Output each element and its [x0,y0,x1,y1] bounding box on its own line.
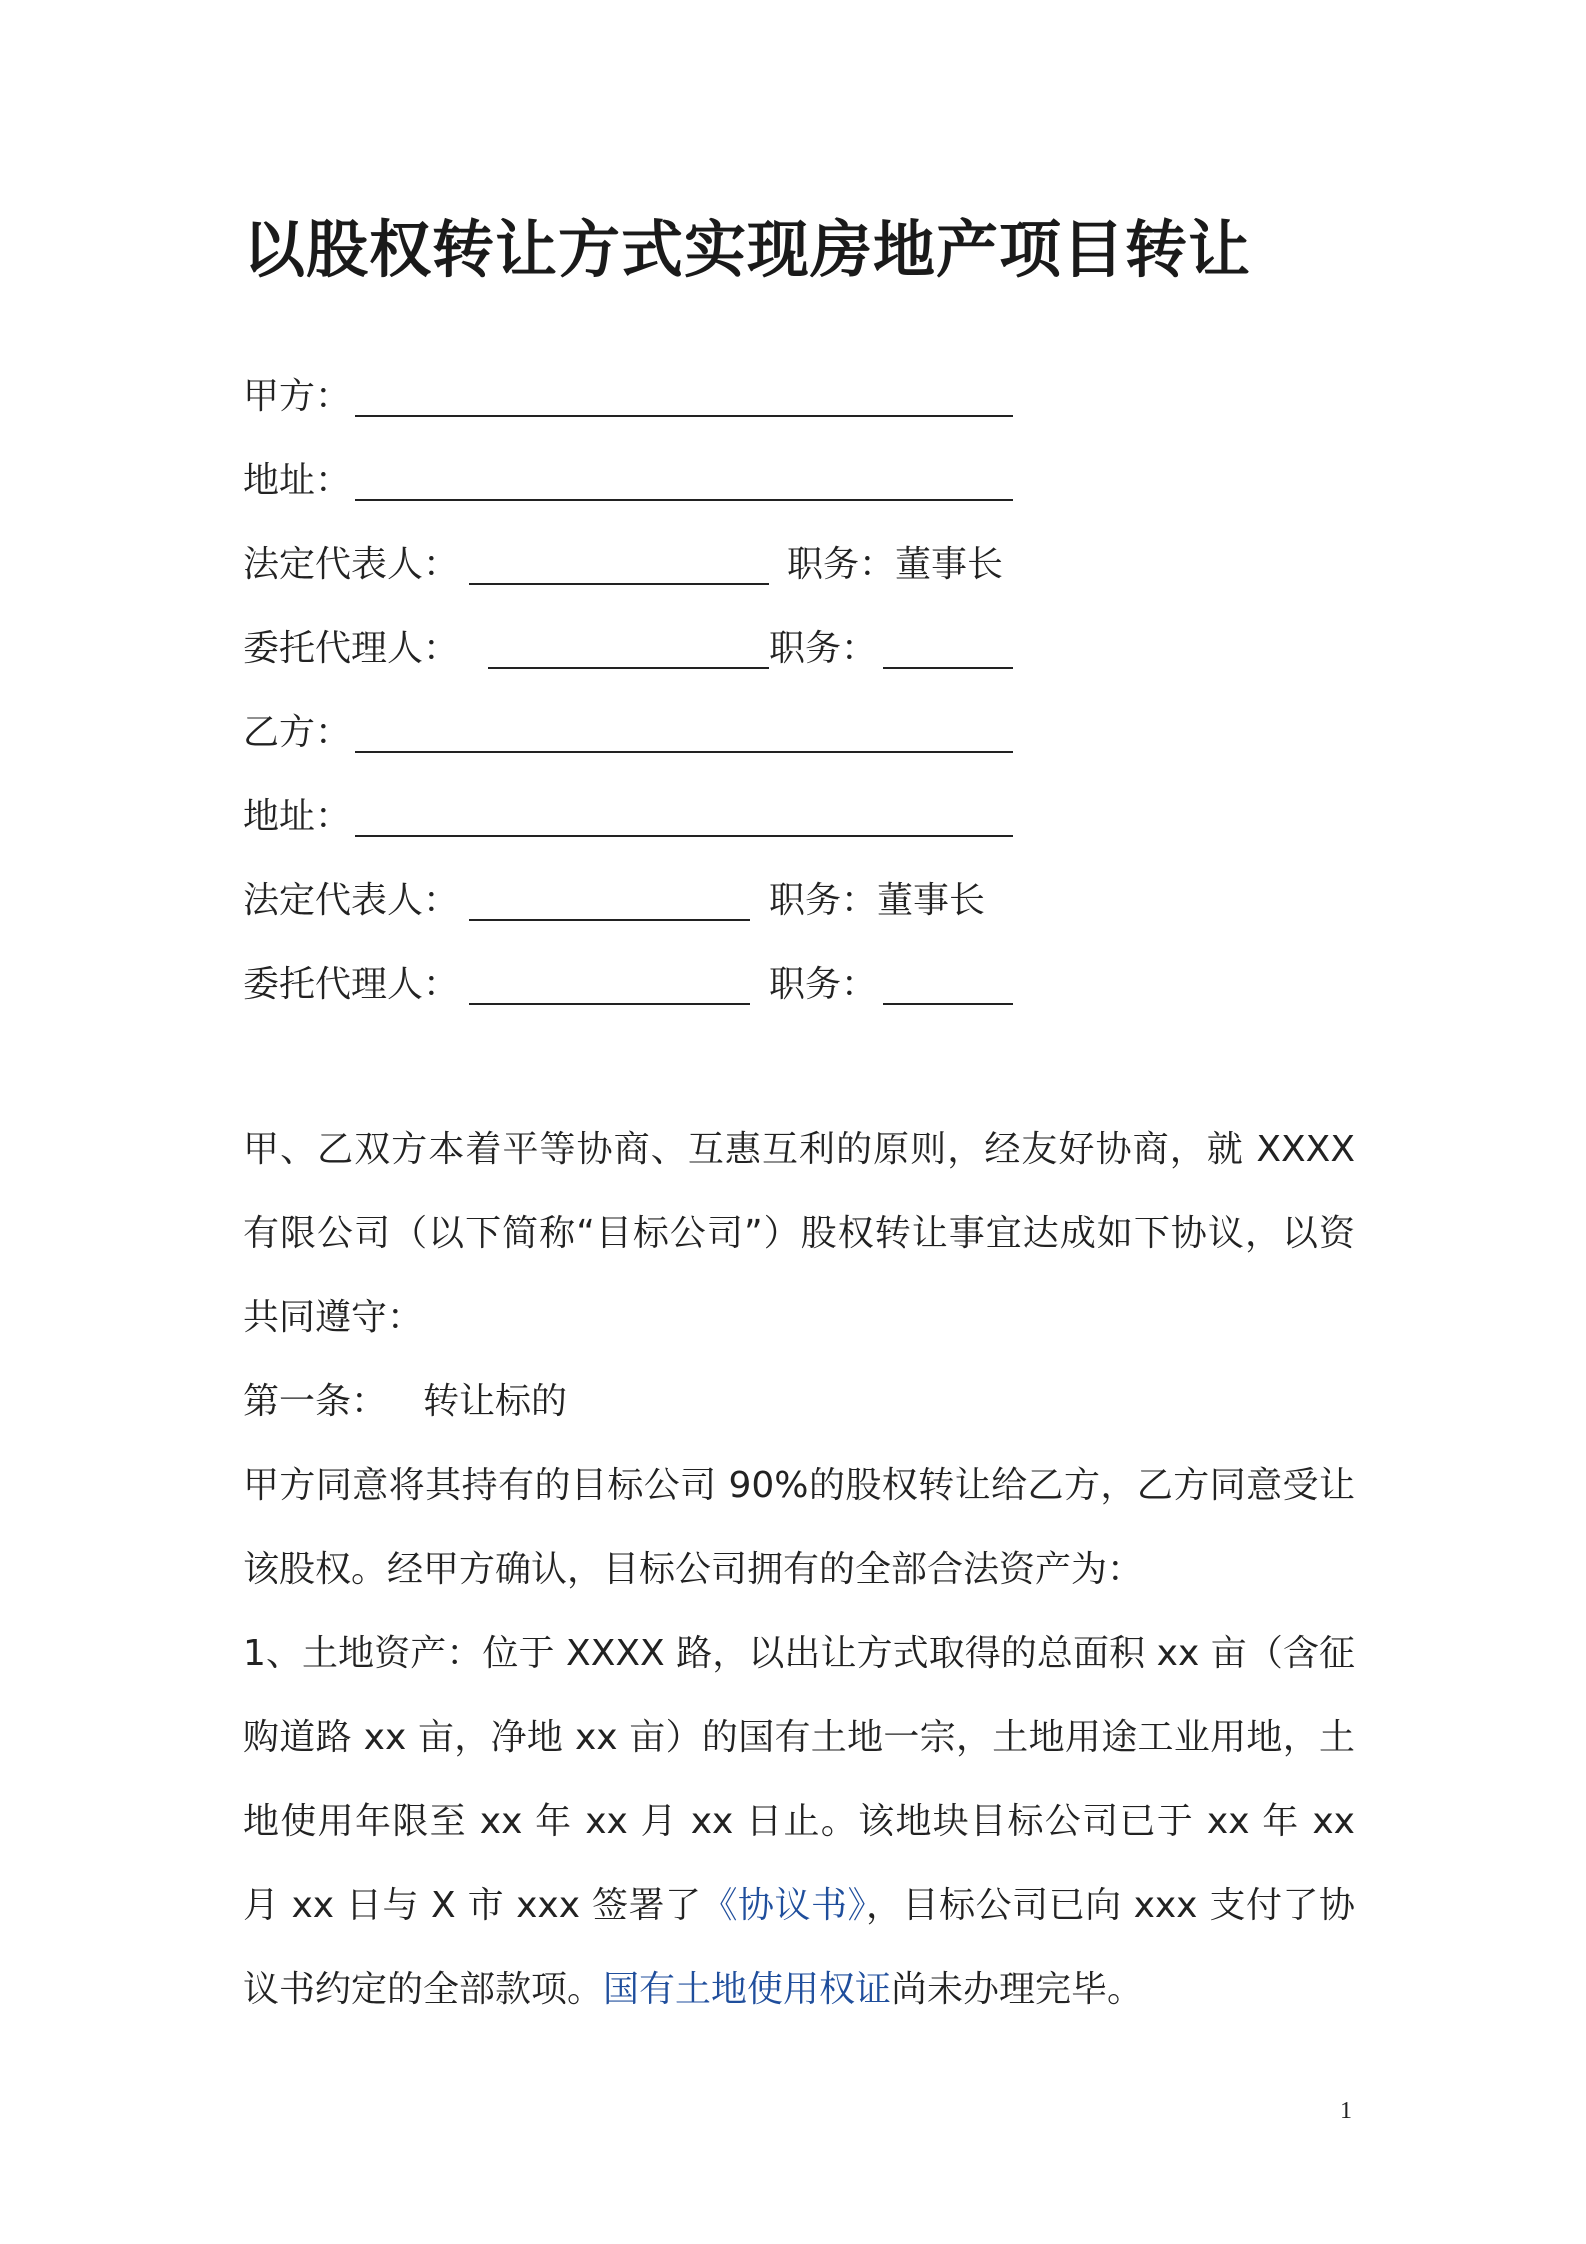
party-a-address-label: 地址： [243,460,352,501]
party-a-agent-label: 委托代理人： [243,628,460,669]
party-a-name-row [243,360,1013,444]
article-1-title: 转让标的 [423,1381,568,1422]
party-a-name-blank[interactable] [355,415,1013,417]
party-b-address-row [243,780,1013,864]
party-a-legal-rep-label: 法定代表人： [243,544,460,585]
party-b-legal-rep-position: 职务：董事长 [769,880,986,921]
page-title: 以股权转让方式实现房地产项目转让 [243,213,1252,286]
agreement-document-link[interactable]: 《协议书》 [701,1885,867,1926]
party-b-legal-rep-label: 法定代表人： [243,880,460,921]
article-1-number: 第一条： [243,1381,388,1422]
party-b-name-label: 乙方： [243,712,352,753]
party-b-agent-position-blank[interactable] [883,1003,1013,1005]
party-b-address-blank[interactable] [355,835,1013,837]
party-b-legal-rep-row [243,864,1013,948]
party-a-legal-rep-row [243,528,1013,612]
party-b-agent-position-label: 职务： [769,964,878,1005]
item-1-text-part-1: 1、土地资产：位于 XXXX 路，以出让方式取得的总面积 xx 亩（含征购道路 xx 亩，净地 xx 亩）的国有土地一宗，土地用途工业用地，土地使用年限至 xx 年 xx 月 xx 日止。该地块目标公司已于 xx 年 xx 月 xx 日与 X 市 xxx 签署了 [243,1633,1355,1926]
party-a-address-row [243,444,1013,528]
article-1-paragraph: 甲方同意将其持有的目标公司 90%的股权转让给乙方，乙方同意受让该股权。经甲方确认，目标公司拥有的全部合法资产为： [243,1465,1355,1590]
party-b-address-label: 地址： [243,796,352,837]
preamble-paragraph: 甲、乙双方本着平等协商、互惠互利的原则，经友好协商，就 XXXX 有限公司（以下简称“目标公司”）股权转让事宜达成如下协议，以资共同遵守： [243,1129,1355,1338]
party-info-section [243,360,1013,1032]
party-a-agent-position-label: 职务： [769,628,878,669]
party-b-name-blank[interactable] [355,751,1013,753]
party-a-legal-rep-position: 职务：董事长 [787,544,1004,585]
party-b-legal-rep-blank[interactable] [469,919,750,921]
party-a-agent-blank[interactable] [488,667,769,669]
party-b-agent-row [243,948,1013,1032]
page-number: 1 [1340,2098,1352,2124]
item-1-text-part-3: 尚未办理完毕。 [891,1969,1144,2010]
land-use-certificate-link[interactable]: 国有土地使用权证 [603,1969,892,2010]
party-a-address-blank[interactable] [355,499,1013,501]
article-1-heading [243,1360,1355,1444]
party-a-agent-position-blank[interactable] [883,667,1013,669]
party-a-legal-rep-blank[interactable] [469,583,769,585]
party-b-agent-blank[interactable] [469,1003,750,1005]
party-a-name-label: 甲方： [243,376,352,417]
party-b-name-row [243,696,1013,780]
article-1-item-1 [243,1612,1355,2032]
party-b-agent-label: 委托代理人： [243,964,460,1005]
party-a-agent-row [243,612,1013,696]
agreement-body [243,1108,1355,2032]
item-1-text-part-2: ，目标公司已向 xxx 支付了协议书约定的全部款项。 [243,1885,1355,2010]
